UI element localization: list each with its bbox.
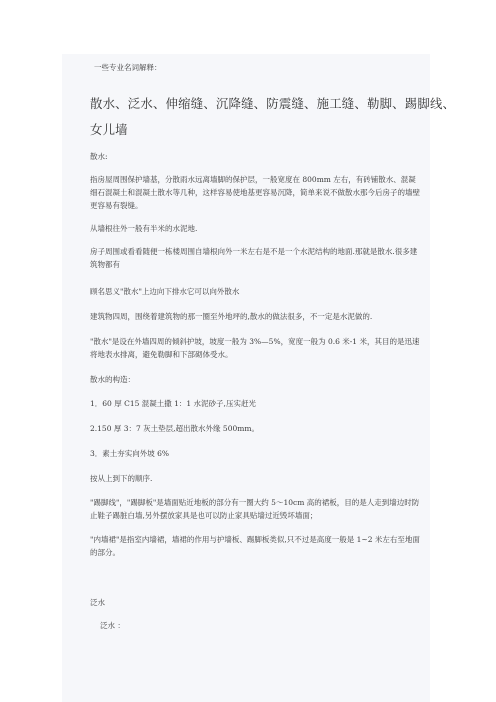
fanshui-subheading: 泛水 ： — [100, 621, 125, 630]
paragraph-4: 顾名思义"散水"上边向下排水它可以向外散水 — [90, 287, 240, 296]
title-line-2: 女儿墙 — [90, 122, 128, 137]
paragraph-7: 散水的构造： — [90, 375, 135, 384]
paragraph-1: 指房屋周围保护墙基，分散雨水远离墙脚的保护层，一般宽度在 800mm 左右，有砖铺散水、混凝细石混凝土和混凝土散水等几种，这样容易使地基更容易沉降，简单来说不做散水那今后房子的墙壁更容易有裂缝。 — [90, 175, 420, 210]
intro-text: 一些专业名词解释： — [94, 63, 162, 72]
paragraph-12: "踢脚线"，"踢脚板"是墙面贴近地板的部分有一圈大约 5～10cm 高的裙板，目的是人走到墙边时防止鞋子踢脏白墙,另外摆放家具是也可以防止家具贴墙过近毁坏墙面； — [90, 498, 420, 520]
paragraph-13: "内墙裙"是指室内墙裙，墙裙的作用与护墙板、踢脚板类似,只不过是高度一般是 1~2 米左右至地面的部分。 — [90, 535, 420, 557]
paragraph-2: 从墙根往外一般有半米的水泥地. — [90, 224, 198, 233]
paragraph-10: 3．素土夯实向外坡 6% — [90, 449, 170, 458]
title-line-1: 散水、泛水、伸缩缝、沉降缝、防震缝、施工缝、勒脚、踢脚线、 — [90, 96, 456, 111]
paragraph-5: 建筑物四周，围绕着建筑物的那一圈至外地坪的,散水的做法很多，不一定是水泥做的. — [90, 312, 373, 321]
paragraph-8: 1．60 厚 C15 混凝土撒 1：1 水泥砂子,压实赶光 — [90, 399, 256, 408]
paragraph-6: "散水"是设在外墙四周的倾斜护坡，坡度一般为 3%—5%，宽度一般为 0.6 米-1 米，其目的是迅速将地表水排离，避免勒脚和下部砌体受水。 — [90, 337, 420, 359]
section-heading-fanshui: 泛水 — [90, 598, 105, 607]
paragraph-9: 2.150 厚 3：7 灰土垫层,超出散水外缘 500mm。 — [90, 424, 259, 433]
section-heading-sanshui: 散水: — [90, 152, 108, 161]
paragraph-11: 按从上到下的顺序. — [90, 474, 153, 483]
paragraph-3: 房子周围或看看随便一栋楼周围自墙根向外一米左右是不是一个水泥结构的地面.那就是散水.很多建筑物都有 — [90, 247, 418, 269]
document-page — [62, 54, 456, 702]
